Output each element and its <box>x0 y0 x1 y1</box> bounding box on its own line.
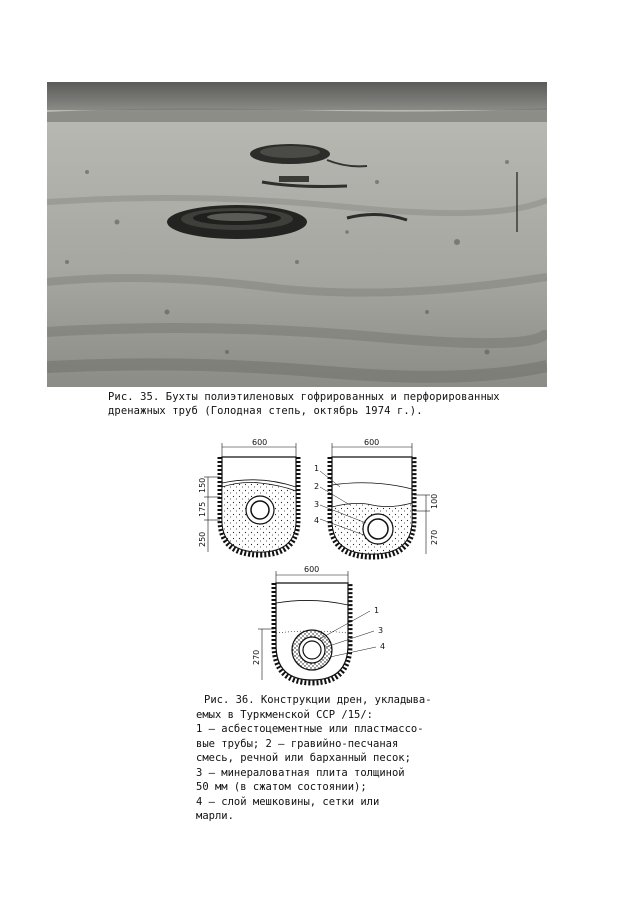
drain-construction-drawings <box>190 435 450 690</box>
field-photograph <box>47 82 547 387</box>
figure-36-caption-line-1: Рис. 36. Конструкции дрен, укладыва- <box>204 694 432 706</box>
drain-cross-sections <box>190 435 450 690</box>
figure-36-caption-line-2: емых в Туркменской ССР /15/: <box>196 708 374 721</box>
figure-35-caption <box>108 390 538 418</box>
dim-depth-100: 100 <box>430 493 439 509</box>
pipe-coils-photo <box>47 82 547 387</box>
figure-36-caption-line-9: марли. <box>196 810 234 822</box>
callout-4-bottom: 4 <box>380 642 386 651</box>
dim-width-c: 600 <box>304 565 320 574</box>
callout-2-top: 2 <box>314 482 320 491</box>
callout-1-bottom: 1 <box>374 606 380 615</box>
callout-4-top: 4 <box>314 516 320 525</box>
section-b <box>320 443 430 557</box>
dim-depth-150: 150 <box>198 477 207 493</box>
figure-36-caption-line-5: смесь, речной или барханный песок; <box>196 752 411 764</box>
dim-depth-250: 250 <box>198 531 207 547</box>
figure-36-caption-line-3: 1 – асбестоцементные или пластмассо- <box>196 723 424 735</box>
callout-3-top: 3 <box>314 500 320 509</box>
dim-depth-175: 175 <box>198 501 207 517</box>
figure-36-caption-line-4: вые трубы; 2 – гравийно-песчаная <box>196 737 399 750</box>
figure-36-caption <box>196 693 476 824</box>
figure-35-caption-line-2: дренажных труб (Голодная степь, октябрь 1974 г.). <box>108 405 423 417</box>
dim-depth-270-b: 270 <box>430 529 439 545</box>
dim-depth-270-c: 270 <box>252 649 261 665</box>
dim-width-a: 600 <box>252 438 268 447</box>
dim-width-b: 600 <box>364 438 380 447</box>
figure-35-caption-line-1: Рис. 35. Бухты полиэтиленовых гофрированных и перфорированных <box>108 391 500 403</box>
figure-36-caption-line-8: 4 – слой мешковины, сетки или <box>196 795 380 808</box>
callout-3-bottom: 3 <box>378 626 384 635</box>
section-a <box>204 443 298 555</box>
figure-36-caption-line-7: 50 мм (в сжатом состоянии); <box>196 781 367 793</box>
callout-1-top: 1 <box>314 464 320 473</box>
figure-36-caption-line-6: 3 – минераловатная плита толщиной <box>196 766 405 779</box>
section-c <box>258 571 376 683</box>
